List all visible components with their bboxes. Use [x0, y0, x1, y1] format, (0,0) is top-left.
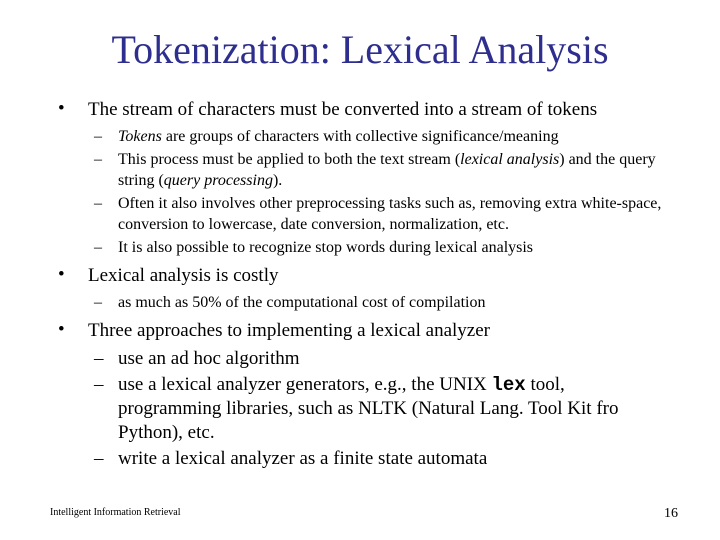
- sub-bullet-text: as much as 50% of the computational cost of compilation: [118, 294, 486, 311]
- code-text: lex: [491, 374, 526, 396]
- sub-bullet-text: tool, programming libraries, such as NLTK (Natural Lang. Tool Kit fro Python), etc.: [118, 374, 619, 443]
- sub-bullet-list: [56, 126, 666, 258]
- slide-content: [56, 94, 666, 477]
- slide-title: Tokenization: Lexical Analysis: [111, 27, 609, 72]
- sub-bullet-item: [86, 126, 666, 147]
- sub-bullet-text: ).: [272, 172, 283, 189]
- sub-bullet-text: are groups of characters with collective significance/meaning: [161, 128, 559, 145]
- sub-bullet-list: [56, 292, 666, 313]
- emphasis-text: Tokens: [118, 128, 162, 145]
- sub-bullet-item: [86, 373, 666, 445]
- dash-icon: –: [94, 348, 104, 369]
- sub-bullet-item: [86, 347, 666, 371]
- dash-icon: –: [94, 239, 102, 256]
- sub-bullet-item: [86, 237, 666, 258]
- dash-icon: –: [94, 128, 102, 145]
- slide-footer: Intelligent Information Retrieval: [50, 507, 181, 518]
- dash-icon: –: [94, 294, 102, 311]
- sub-bullet-item: [86, 447, 666, 471]
- emphasis-text: query processing: [163, 172, 273, 189]
- page-number: 16: [664, 506, 678, 521]
- dash-icon: –: [94, 151, 102, 168]
- sub-bullet-item: [86, 292, 666, 313]
- sub-bullet-text: It is also possible to recognize stop words during lexical analysis: [118, 239, 534, 256]
- emphasis-text: lexical analysis: [460, 151, 560, 168]
- bullet-icon: •: [58, 264, 65, 285]
- sub-bullet-text: use an ad hoc algorithm: [118, 348, 300, 369]
- sub-bullet-item: [86, 149, 666, 191]
- sub-bullet-text: This process must be applied to both the text stream (: [118, 151, 461, 168]
- bullet-item: [56, 264, 666, 288]
- bullet-text: The stream of characters must be converted into a stream of tokens: [88, 99, 598, 120]
- sub-bullet-item: [86, 193, 666, 235]
- sub-bullet-text: Often it also involves other preprocessing tasks such as, removing extra white-space, conversion to lowercase, date conversion, normalization, etc.: [118, 195, 662, 233]
- bullet-text: Three approaches to implementing a lexical analyzer: [88, 320, 490, 341]
- sub-bullet-text: ) and the query string (: [118, 151, 656, 189]
- sub-bullet-text: write a lexical analyzer as a finite state automata: [118, 448, 488, 469]
- bullet-text: Lexical analysis is costly: [88, 265, 279, 286]
- dash-icon: –: [94, 448, 104, 469]
- sub-bullet-list: [56, 347, 666, 471]
- bullet-icon: •: [58, 98, 65, 119]
- bullet-item: [56, 319, 666, 343]
- bullet-icon: •: [58, 319, 65, 340]
- bullet-item: [56, 98, 666, 122]
- dash-icon: –: [94, 374, 104, 395]
- sub-bullet-text: use a lexical analyzer generators, e.g., the UNIX: [118, 374, 492, 395]
- dash-icon: –: [94, 195, 102, 212]
